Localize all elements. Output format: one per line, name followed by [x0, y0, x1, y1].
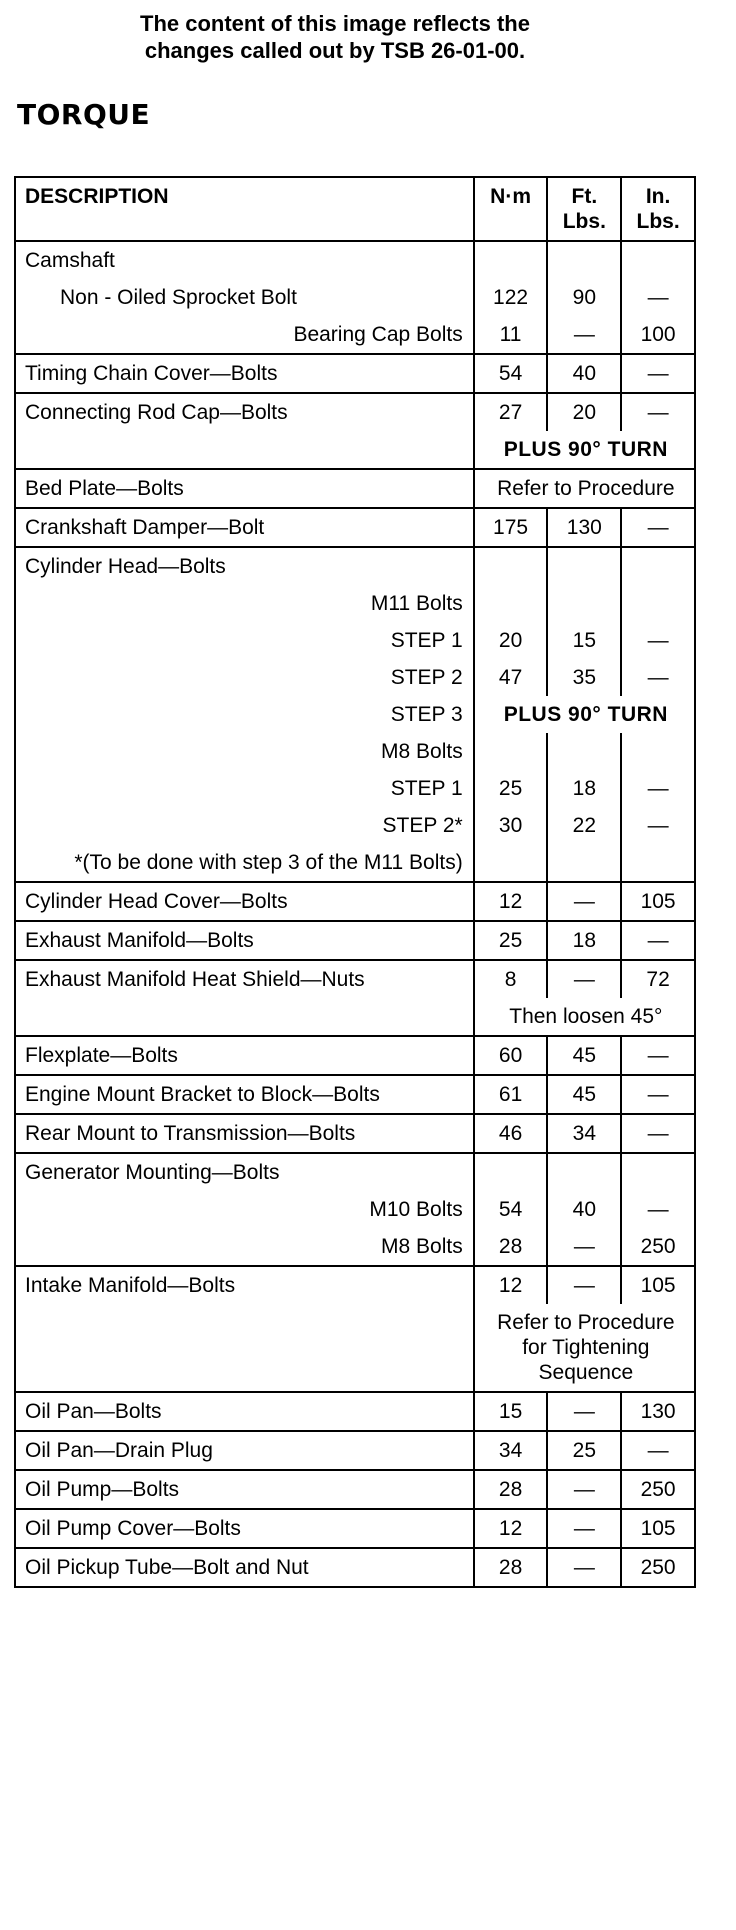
cell-description: Cylinder Head Cover—Bolts [15, 882, 474, 921]
table-row [15, 1266, 695, 1304]
cell-description: Flexplate—Bolts [15, 1036, 474, 1075]
cell-description: STEP 2* [15, 807, 474, 844]
cell-ft-lbs: 25 [547, 1431, 621, 1470]
table-row [15, 921, 695, 960]
cell-in-lbs: — [621, 807, 695, 844]
cell-in-lbs [621, 1153, 695, 1191]
cell-nm: 28 [474, 1228, 548, 1266]
cell-nm [474, 547, 548, 585]
cell-in-lbs: — [621, 393, 695, 431]
cell-description: Oil Pan—Drain Plug [15, 1431, 474, 1470]
cell-ft-lbs: 40 [547, 354, 621, 393]
table-row [15, 1431, 695, 1470]
cell-nm: 15 [474, 1392, 548, 1431]
table-row [15, 807, 695, 844]
cell-in-lbs [621, 547, 695, 585]
cell-ft-lbs: — [547, 1509, 621, 1548]
cell-description: Exhaust Manifold Heat Shield—Nuts [15, 960, 474, 998]
cell-description: Intake Manifold—Bolts [15, 1266, 474, 1304]
cell-description: Crankshaft Damper—Bolt [15, 508, 474, 547]
cell-description: STEP 3 [15, 696, 474, 733]
table-row [15, 733, 695, 770]
cell-ft-lbs: — [547, 1228, 621, 1266]
cell-nm: 25 [474, 921, 548, 960]
cell-description: Camshaft [15, 241, 474, 279]
table-header-row [15, 177, 695, 241]
cell-nm: 54 [474, 1191, 548, 1228]
cell-in-lbs: — [621, 622, 695, 659]
cell-nm: 12 [474, 1509, 548, 1548]
cell-ft-lbs: — [547, 1470, 621, 1509]
cell-nm: 46 [474, 1114, 548, 1153]
table-row [15, 241, 695, 279]
cell-description: Timing Chain Cover—Bolts [15, 354, 474, 393]
cell-ft-lbs [547, 844, 621, 882]
cell-description [15, 431, 474, 469]
cell-ft-lbs: 15 [547, 622, 621, 659]
col-header-description: DESCRIPTION [15, 177, 474, 241]
table-row [15, 1509, 695, 1548]
cell-nm: 122 [474, 279, 548, 316]
table-row [15, 1548, 695, 1587]
cell-in-lbs: 250 [621, 1228, 695, 1266]
cell-description [15, 998, 474, 1036]
table-row [15, 393, 695, 431]
cell-note: PLUS 90° TURN [474, 431, 695, 469]
col-header-nm: N·m [474, 177, 548, 241]
table-row [15, 1114, 695, 1153]
cell-in-lbs: — [621, 659, 695, 696]
cell-nm [474, 1153, 548, 1191]
table-row [15, 1075, 695, 1114]
table-row [15, 1392, 695, 1431]
table-row [15, 1153, 695, 1191]
cell-nm: 47 [474, 659, 548, 696]
cell-note: Then loosen 45° [474, 998, 695, 1036]
table-row [15, 960, 695, 998]
cell-nm: 8 [474, 960, 548, 998]
table-row [15, 882, 695, 921]
cell-description: Bed Plate—Bolts [15, 469, 474, 508]
cell-nm: 61 [474, 1075, 548, 1114]
table-row [15, 1191, 695, 1228]
cell-description: Non - Oiled Sprocket Bolt [15, 279, 474, 316]
cell-description: Rear Mount to Transmission—Bolts [15, 1114, 474, 1153]
cell-ft-lbs [547, 1153, 621, 1191]
cell-ft-lbs: 20 [547, 393, 621, 431]
table-row [15, 585, 695, 622]
cell-description: STEP 1 [15, 770, 474, 807]
cell-ft-lbs: 18 [547, 921, 621, 960]
cell-description: Oil Pan—Bolts [15, 1392, 474, 1431]
table-row [15, 1470, 695, 1509]
cell-ft-lbs: 35 [547, 659, 621, 696]
cell-in-lbs: — [621, 1114, 695, 1153]
cell-nm [474, 585, 548, 622]
cell-in-lbs: — [621, 1191, 695, 1228]
cell-nm: 30 [474, 807, 548, 844]
cell-description: Oil Pump—Bolts [15, 1470, 474, 1509]
cell-ft-lbs [547, 585, 621, 622]
cell-description: *(To be done with step 3 of the M11 Bolts) [15, 844, 474, 882]
cell-nm: 25 [474, 770, 548, 807]
cell-description: M10 Bolts [15, 1191, 474, 1228]
cell-in-lbs: — [621, 354, 695, 393]
cell-description: Generator Mounting—Bolts [15, 1153, 474, 1191]
cell-nm: 11 [474, 316, 548, 354]
cell-ft-lbs: 45 [547, 1036, 621, 1075]
section-heading: TORQUE [17, 98, 151, 131]
cell-in-lbs: — [621, 1431, 695, 1470]
cell-in-lbs: 72 [621, 960, 695, 998]
table-row [15, 844, 695, 882]
cell-description: Engine Mount Bracket to Block—Bolts [15, 1075, 474, 1114]
cell-description: Cylinder Head—Bolts [15, 547, 474, 585]
cell-in-lbs [621, 585, 695, 622]
tsb-notice: The content of this image reflects the changes called out by TSB 26-01-00. [140, 11, 530, 63]
cell-nm [474, 241, 548, 279]
table-row [15, 354, 695, 393]
cell-description: M8 Bolts [15, 733, 474, 770]
table-row [15, 1036, 695, 1075]
cell-nm [474, 733, 548, 770]
cell-ft-lbs: — [547, 960, 621, 998]
table-row [15, 622, 695, 659]
cell-ft-lbs: 34 [547, 1114, 621, 1153]
table-row [15, 431, 695, 469]
cell-in-lbs: 130 [621, 1392, 695, 1431]
col-header-ft-lbs: Ft. Lbs. [547, 177, 621, 241]
cell-nm: 28 [474, 1470, 548, 1509]
cell-note: Refer to Procedure [474, 469, 695, 508]
cell-in-lbs: — [621, 770, 695, 807]
cell-nm: 60 [474, 1036, 548, 1075]
cell-in-lbs: 250 [621, 1548, 695, 1587]
cell-in-lbs: 105 [621, 1509, 695, 1548]
table-row [15, 469, 695, 508]
cell-nm: 27 [474, 393, 548, 431]
cell-in-lbs: — [621, 508, 695, 547]
cell-ft-lbs: 90 [547, 279, 621, 316]
cell-in-lbs: 105 [621, 882, 695, 921]
cell-description: Bearing Cap Bolts [15, 316, 474, 354]
cell-nm: 20 [474, 622, 548, 659]
cell-in-lbs [621, 241, 695, 279]
cell-ft-lbs: — [547, 882, 621, 921]
table-row [15, 547, 695, 585]
cell-in-lbs: 250 [621, 1470, 695, 1509]
cell-ft-lbs: — [547, 1392, 621, 1431]
table-row [15, 998, 695, 1036]
table-row [15, 1304, 695, 1392]
cell-description: Oil Pump Cover—Bolts [15, 1509, 474, 1548]
cell-ft-lbs [547, 547, 621, 585]
cell-in-lbs: 100 [621, 316, 695, 354]
cell-in-lbs: — [621, 1036, 695, 1075]
cell-note: PLUS 90° TURN [474, 696, 695, 733]
torque-table [14, 176, 696, 1588]
cell-ft-lbs: — [547, 1548, 621, 1587]
cell-nm: 54 [474, 354, 548, 393]
cell-in-lbs: — [621, 279, 695, 316]
cell-in-lbs [621, 844, 695, 882]
cell-ft-lbs [547, 241, 621, 279]
cell-nm: 12 [474, 882, 548, 921]
table-row [15, 770, 695, 807]
cell-description: Exhaust Manifold—Bolts [15, 921, 474, 960]
cell-note: Refer to Procedure for Tightening Sequence [474, 1304, 695, 1392]
cell-nm [474, 844, 548, 882]
table-row [15, 279, 695, 316]
cell-in-lbs [621, 733, 695, 770]
col-header-in-lbs: In. Lbs. [621, 177, 695, 241]
table-row [15, 696, 695, 733]
cell-description [15, 1304, 474, 1392]
cell-description: Connecting Rod Cap—Bolts [15, 393, 474, 431]
table-row [15, 508, 695, 547]
cell-ft-lbs: 45 [547, 1075, 621, 1114]
cell-nm: 12 [474, 1266, 548, 1304]
cell-ft-lbs: 40 [547, 1191, 621, 1228]
cell-description: M11 Bolts [15, 585, 474, 622]
cell-nm: 28 [474, 1548, 548, 1587]
cell-nm: 34 [474, 1431, 548, 1470]
table-body [15, 241, 695, 1587]
table-row [15, 659, 695, 696]
cell-in-lbs: 105 [621, 1266, 695, 1304]
cell-nm: 175 [474, 508, 548, 547]
cell-ft-lbs: — [547, 316, 621, 354]
cell-ft-lbs: — [547, 1266, 621, 1304]
cell-description: STEP 2 [15, 659, 474, 696]
table-row [15, 1228, 695, 1266]
cell-description: STEP 1 [15, 622, 474, 659]
cell-in-lbs: — [621, 1075, 695, 1114]
cell-ft-lbs: 18 [547, 770, 621, 807]
cell-ft-lbs: 22 [547, 807, 621, 844]
table-row [15, 316, 695, 354]
cell-ft-lbs: 130 [547, 508, 621, 547]
cell-in-lbs: — [621, 921, 695, 960]
cell-description: M8 Bolts [15, 1228, 474, 1266]
cell-ft-lbs [547, 733, 621, 770]
cell-description: Oil Pickup Tube—Bolt and Nut [15, 1548, 474, 1587]
